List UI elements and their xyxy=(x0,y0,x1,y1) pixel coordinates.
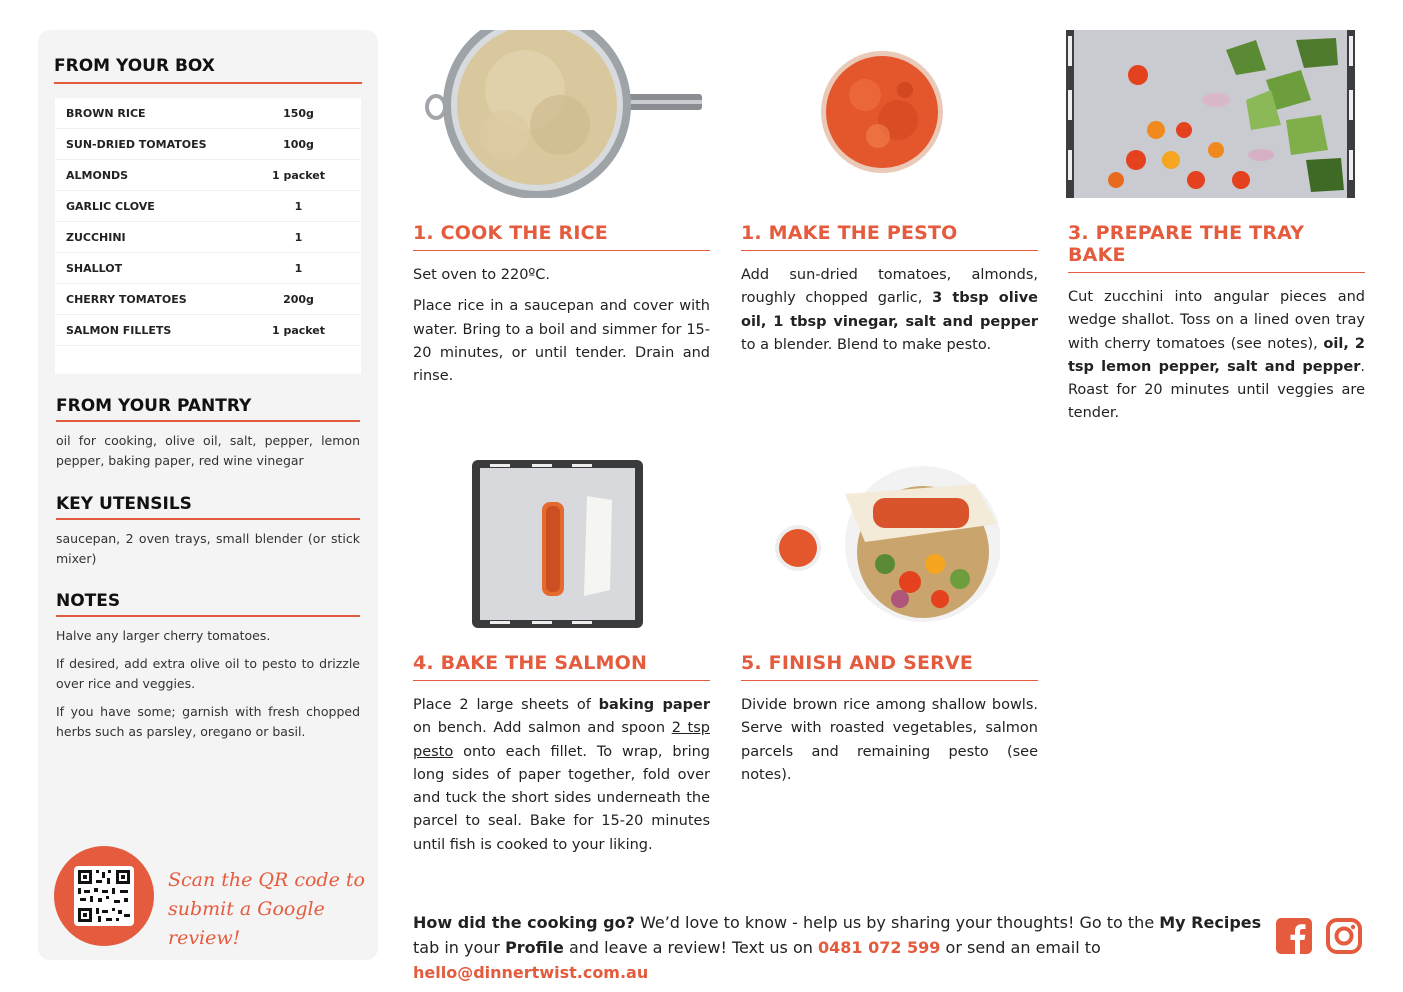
footer-text: and leave a review! Text us on xyxy=(563,938,818,957)
pantry-section xyxy=(56,396,360,479)
phone-link[interactable]: 0481 072 599 xyxy=(817,938,941,957)
footer-text: tab in your xyxy=(413,938,506,957)
notes-heading: NOTES xyxy=(56,591,360,617)
ingredient-qty: 1 xyxy=(294,261,303,275)
qr-code-icon xyxy=(74,866,134,926)
qr-caption xyxy=(168,866,368,953)
ingredient-row xyxy=(55,129,361,160)
footer-text: or send an email to xyxy=(940,938,1101,957)
utensils-section xyxy=(56,494,360,577)
step-text-bold: 3 tbsp olive oil, 1 tbsp vinegar, salt and pepper xyxy=(741,290,1038,330)
step-text-bold: oil, 2 tsp lemon pepper, salt and pepper xyxy=(1068,335,1365,375)
step-text-part: Place 2 large sheets of xyxy=(413,697,599,713)
ingredient-name: ZUCCHINI xyxy=(66,230,126,244)
pantry-heading: FROM YOUR PANTRY xyxy=(56,396,360,422)
step-text-part: onto each fillet. To wrap, bring long sides of paper together, fold over and tuck the short sides underneath the parcel to seal. Bake for 15-20 minutes until fish is cooked to your liking. xyxy=(413,743,710,853)
step-text: Divide brown rice among shallow bowls. Serve with roasted vegetables, salmon parcels and remaining pesto (see notes). xyxy=(741,697,1038,783)
step-text xyxy=(413,694,710,857)
ingredient-qty: 100g xyxy=(283,137,314,151)
ingredient-row xyxy=(55,98,361,129)
footer-question: How did the cooking go? xyxy=(413,913,635,932)
ingredients-table xyxy=(55,98,361,374)
notes-section xyxy=(56,591,360,750)
ingredient-row xyxy=(55,284,361,315)
pantry-text: oil for cooking, olive oil, salt, pepper, lemon pepper, baking paper, red wine vinegar xyxy=(56,433,360,468)
sidebar xyxy=(38,30,378,960)
utensils-heading: KEY UTENSILS xyxy=(56,494,360,520)
step-text xyxy=(741,264,1038,357)
step-text-part: Add sun-dried tomatoes, almonds, roughly chopped garlic, xyxy=(741,267,1038,307)
qr-caption-line2: submit a Google review! xyxy=(168,898,325,949)
utensils-text: saucepan, 2 oven trays, small blender (or stick mixer) xyxy=(56,531,360,566)
footer-text: We’d love to know - help us by sharing your thoughts! Go to the xyxy=(634,913,1160,932)
note-item: Halve any larger cherry tomatoes. xyxy=(56,628,271,643)
pesto-bowl-photo xyxy=(820,50,944,174)
tray-bake-photo xyxy=(1066,30,1355,198)
step-heading: 1. MAKE THE PESTO xyxy=(741,222,1038,251)
ingredient-qty: 1 xyxy=(294,230,303,244)
step-heading: 3. PREPARE THE TRAY BAKE xyxy=(1068,222,1365,273)
email-link[interactable]: hello@dinnertwist.com.au xyxy=(413,963,649,982)
ingredient-row xyxy=(55,253,361,284)
note-item: If desired, add extra olive oil to pesto to drizzle over rice and veggies. xyxy=(56,656,360,691)
ingredient-name: BROWN RICE xyxy=(66,106,146,120)
ingredient-name: ALMONDS xyxy=(66,168,129,182)
step-text-part: on bench. Add salmon and spoon xyxy=(413,720,672,737)
note-item: If you have some; garnish with fresh chopped herbs such as parsley, oregano or basil. xyxy=(56,704,360,739)
plated-dish-photo xyxy=(775,464,1000,624)
ingredient-qty: 150g xyxy=(283,106,314,120)
ingredient-qty: 1 xyxy=(294,199,303,213)
ingredient-name: SALMON FILLETS xyxy=(66,323,172,337)
step-heading: 4. BAKE THE SALMON xyxy=(413,652,710,681)
ingredient-qty: 200g xyxy=(283,292,314,306)
ingredient-row xyxy=(55,222,361,253)
ingredient-row xyxy=(55,160,361,191)
step-text-bold: baking paper xyxy=(598,697,710,713)
step-text: Place rice in a saucepan and cover with water. Bring to a boil and simmer for 15-20 minutes, or until tender. Drain and rinse. xyxy=(413,298,710,385)
qr-caption-line1: Scan the QR code to xyxy=(168,869,365,891)
salmon-parcel-photo xyxy=(472,460,643,628)
my-recipes-link[interactable]: My Recipes xyxy=(1159,913,1262,932)
step-text: Set oven to 220ºC. xyxy=(413,267,550,283)
facebook-icon[interactable] xyxy=(1276,918,1312,954)
ingredient-name: SHALLOT xyxy=(66,261,123,275)
step-cook-rice xyxy=(413,222,710,396)
instagram-icon[interactable] xyxy=(1326,918,1362,954)
ingredient-qty: 1 packet xyxy=(271,323,326,337)
step-text-underline: 2 tsp pesto xyxy=(413,720,710,760)
ingredient-row xyxy=(55,191,361,222)
step-heading: 1. COOK THE RICE xyxy=(413,222,710,251)
step-text xyxy=(1068,286,1365,426)
ingredient-name: CHERRY TOMATOES xyxy=(66,292,187,306)
step-finish-serve xyxy=(741,652,1038,795)
ingredient-name: GARLIC CLOVE xyxy=(66,199,155,213)
ingredient-qty: 1 packet xyxy=(271,168,326,182)
feedback-footer xyxy=(413,910,1263,985)
profile-link[interactable]: Profile xyxy=(505,938,564,957)
step-make-pesto xyxy=(741,222,1038,365)
ingredient-row xyxy=(55,315,361,346)
step-text-part: Cut zucchini into angular pieces and wedge shallot. Toss on a lined oven tray with cherry tomatoes (see notes), xyxy=(1068,289,1365,352)
qr-code-badge[interactable] xyxy=(54,846,154,946)
step-bake-salmon xyxy=(413,652,710,865)
step-tray-bake xyxy=(1068,222,1365,434)
rice-in-strainer-photo xyxy=(425,30,702,198)
step-text-part: . Roast for 20 minutes until veggies are tender. xyxy=(1068,358,1365,422)
ingredient-name: SUN-DRIED TOMATOES xyxy=(66,137,207,151)
step-text-part: to a blender. Blend to make pesto. xyxy=(741,336,992,353)
from-your-box-heading: FROM YOUR BOX xyxy=(54,56,362,84)
step-heading: 5. FINISH AND SERVE xyxy=(741,652,1038,681)
